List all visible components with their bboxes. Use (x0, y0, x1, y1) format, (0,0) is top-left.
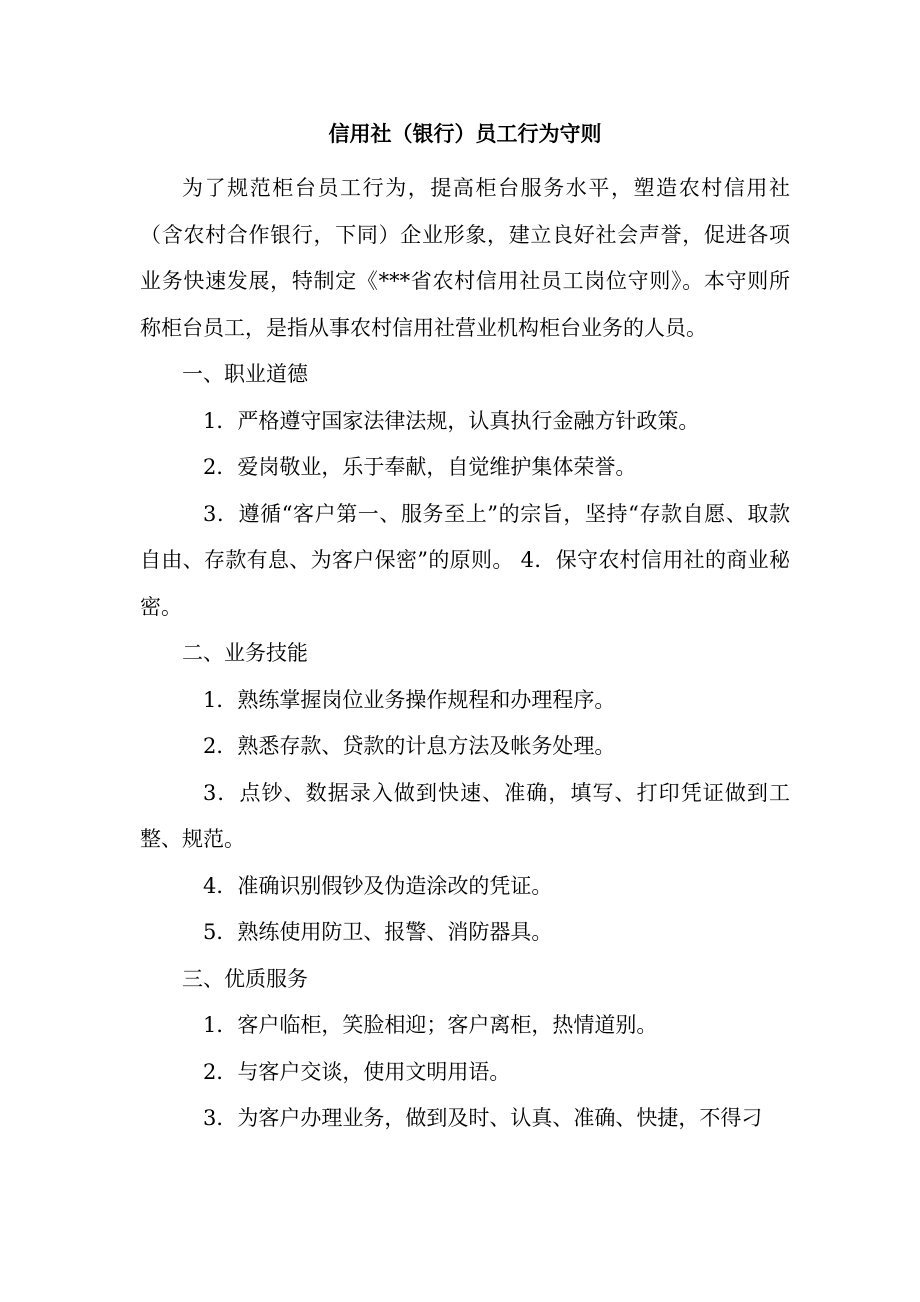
skills-item-2: 2．熟悉存款、贷款的计息方法及帐务处理。 (203, 734, 616, 758)
section-heading-ethics: 一、职业道德 (182, 362, 308, 386)
service-item-1: 1．客户临柜，笑脸相迎；客户离柜，热情道别。 (203, 1013, 658, 1037)
section-heading-service: 三、优质服务 (182, 966, 308, 991)
ethics-item-3-4: 3．遵循“客户第一、服务至上”的宗旨，坚持“存款自愿、取款自由、存款有息、为客户保密”的原则。 4．保守农村信用社的商业秘密。 (140, 501, 790, 619)
skills-item-1: 1．熟练掌握岗位业务操作规程和办理程序。 (203, 687, 616, 712)
section-heading-skills: 二、业务技能 (182, 641, 308, 665)
ethics-item-1: 1．严格遵守国家法律法规，认真执行金融方针政策。 (203, 408, 700, 433)
skills-item-5: 5．熟练使用防卫、报警、消防器具。 (203, 920, 553, 944)
ethics-item-2: 2．爱岗敬业，乐于奉献，自觉维护集体荣誉。 (203, 455, 637, 479)
intro-paragraph: 为了规范柜台员工行为，提高柜台服务水平，塑造农村信用社（含农村合作银行，下同）企业形象，建立良好社会声誉，促进各项业务快速发展，特制定《***省农村信用社员工岗位守则》。本守则所称柜台员工，是指从事农村信用社营业机构柜台业务的人员。 (140, 176, 790, 340)
service-item-3: 3．为客户办理业务，做到及时、认真、准确、快捷，不得刁 (203, 1106, 763, 1130)
service-item-2: 2．与客户交谈，使用文明用语。 (203, 1059, 511, 1084)
document-title: 信用社（银行）员工行为守则 (328, 121, 602, 146)
document-page (140, 118, 790, 1142)
skills-item-3: 3．点钞、数据录入做到快速、准确，填写、打印凭证做到工整、规范。 (140, 780, 790, 851)
skills-item-4: 4．准确识别假钞及伪造涂改的凭证。 (203, 873, 553, 898)
